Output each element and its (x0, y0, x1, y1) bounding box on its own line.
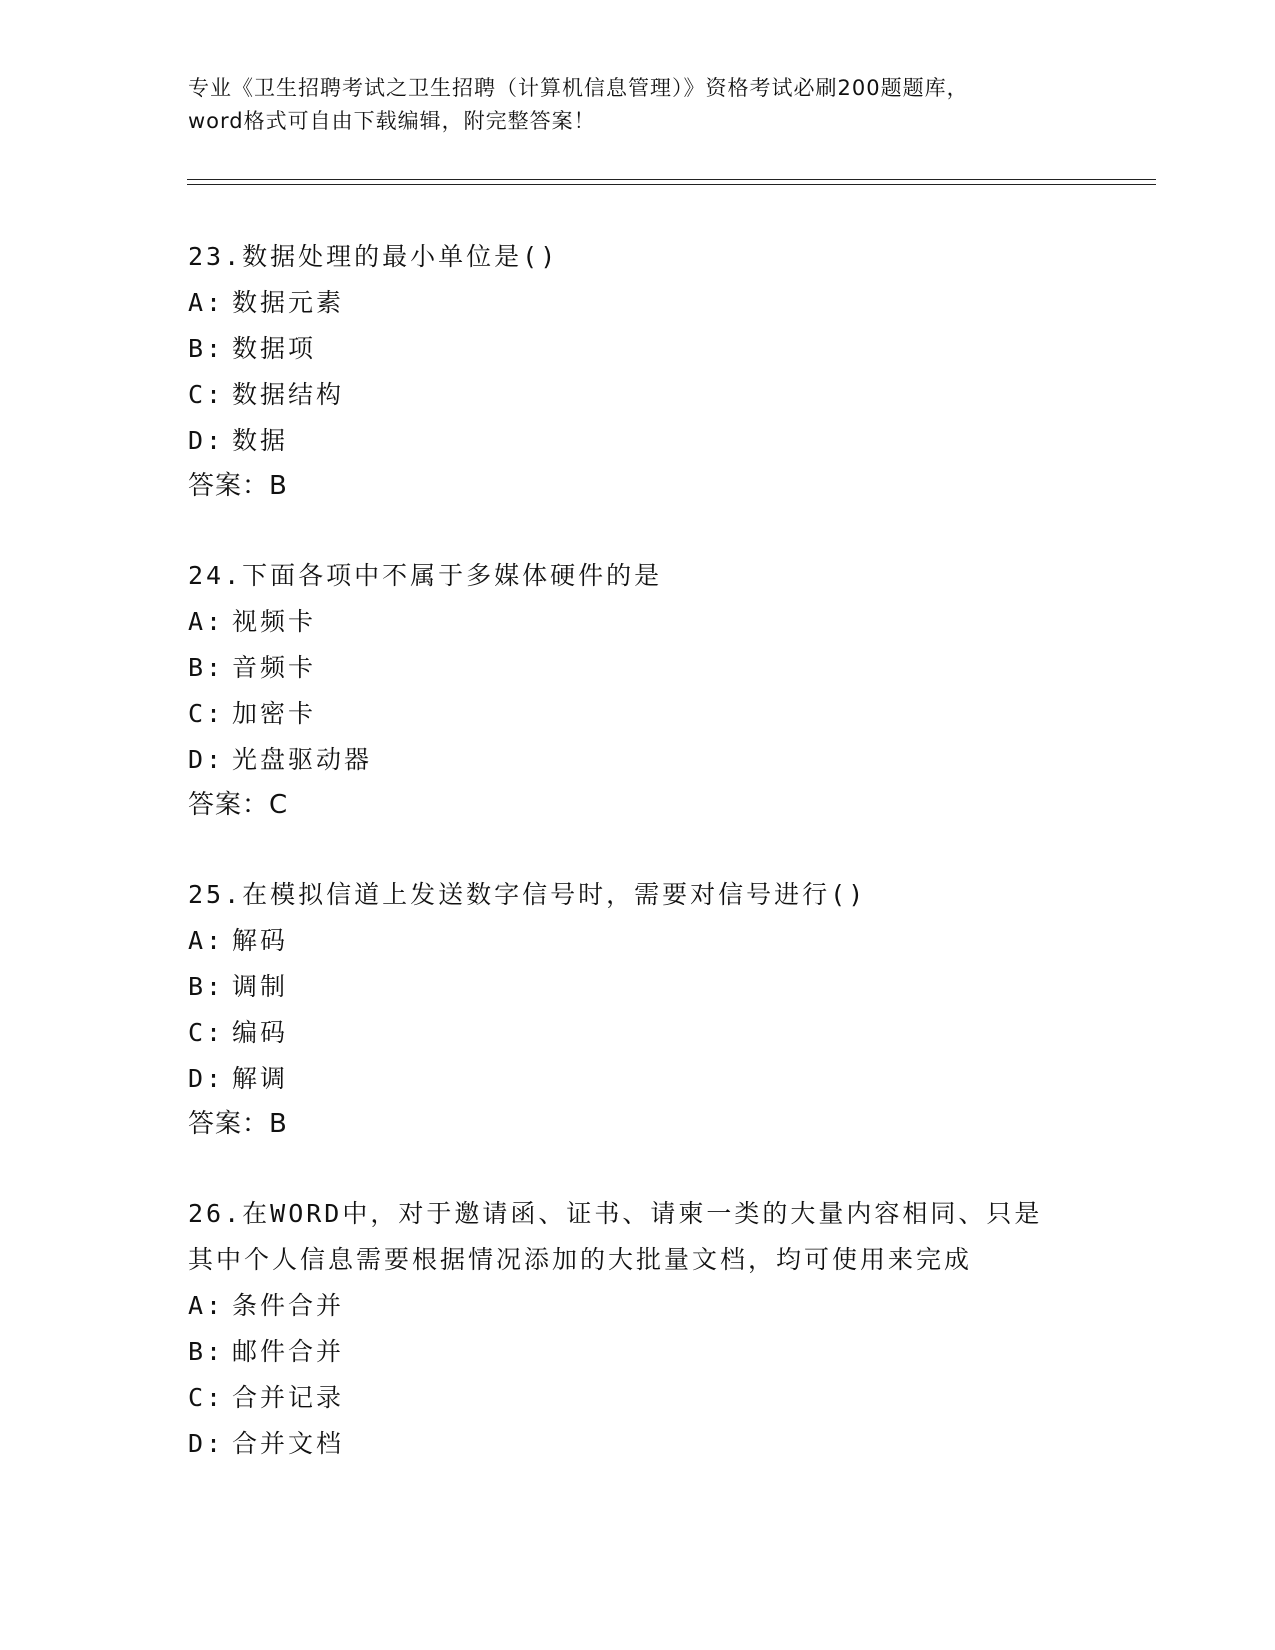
question-stem: 25.在模拟信道上发送数字信号时，需要对信号进行() (188, 880, 867, 909)
option-letter: A: (188, 926, 225, 955)
option-letter: B: (188, 972, 225, 1001)
option-letter: D: (188, 745, 225, 774)
option-a (188, 1283, 1088, 1329)
option-letter: C: (188, 380, 225, 409)
header-divider-bottom (187, 184, 1156, 185)
option-text: 加密卡 (232, 699, 317, 728)
answer-line: 答案：B (188, 1109, 288, 1139)
option-d (188, 1056, 1088, 1102)
option-c (188, 1010, 1088, 1056)
answer-line: 答案：C (188, 790, 289, 820)
option-text: 解调 (232, 1064, 289, 1093)
option-text: 编码 (232, 1018, 289, 1047)
option-d (188, 418, 1088, 464)
option-d (188, 1421, 1088, 1467)
option-letter: B: (188, 653, 225, 682)
option-letter: B: (188, 1337, 225, 1366)
question-stem-line-1: 26.在WORD中，对于邀请函、证书、请柬一类的大量内容相同、只是 (188, 1199, 1043, 1228)
option-letter: D: (188, 426, 225, 455)
option-letter: A: (188, 1291, 225, 1320)
option-letter: A: (188, 607, 225, 636)
option-text: 解码 (232, 926, 289, 955)
option-text: 调制 (232, 972, 289, 1001)
question-stem-line-2: 其中个人信息需要根据情况添加的大批量文档，均可使用来完成 (188, 1245, 973, 1274)
question-26 (188, 1191, 1088, 1467)
option-a (188, 280, 1088, 326)
option-letter: A: (188, 288, 225, 317)
option-b (188, 1329, 1088, 1375)
option-text: 条件合并 (232, 1291, 345, 1320)
option-text: 合并记录 (232, 1383, 345, 1412)
option-letter: D: (188, 1064, 225, 1093)
question-25 (188, 872, 1088, 1146)
option-letter: C: (188, 1383, 225, 1412)
option-text: 数据结构 (232, 380, 345, 409)
option-text: 邮件合并 (232, 1337, 345, 1366)
option-text: 视频卡 (232, 607, 317, 636)
document-header (188, 72, 1088, 138)
header-divider-top (187, 179, 1156, 180)
header-line-1: 专业《卫生招聘考试之卫生招聘（计算机信息管理）》资格考试必刷200题题库， (188, 76, 969, 100)
option-c (188, 691, 1088, 737)
option-d (188, 737, 1088, 783)
option-b (188, 964, 1088, 1010)
option-a (188, 599, 1088, 645)
option-text: 数据元素 (232, 288, 345, 317)
option-letter: C: (188, 1018, 225, 1047)
option-c (188, 1375, 1088, 1421)
option-letter: D: (188, 1429, 225, 1458)
option-text: 数据项 (232, 334, 317, 363)
option-text: 光盘驱动器 (232, 745, 373, 774)
option-letter: B: (188, 334, 225, 363)
option-b (188, 326, 1088, 372)
question-24 (188, 553, 1088, 827)
question-23 (188, 234, 1088, 508)
header-line-2: word格式可自由下载编辑，附完整答案！ (188, 109, 596, 133)
option-c (188, 372, 1088, 418)
option-text: 合并文档 (232, 1429, 345, 1458)
option-a (188, 918, 1088, 964)
option-text: 音频卡 (232, 653, 317, 682)
answer-line: 答案：B (188, 471, 288, 501)
option-letter: C: (188, 699, 225, 728)
option-text: 数据 (232, 426, 289, 455)
option-b (188, 645, 1088, 691)
question-stem: 23.数据处理的最小单位是() (188, 242, 559, 271)
question-stem: 24.下面各项中不属于多媒体硬件的是 (188, 561, 663, 590)
